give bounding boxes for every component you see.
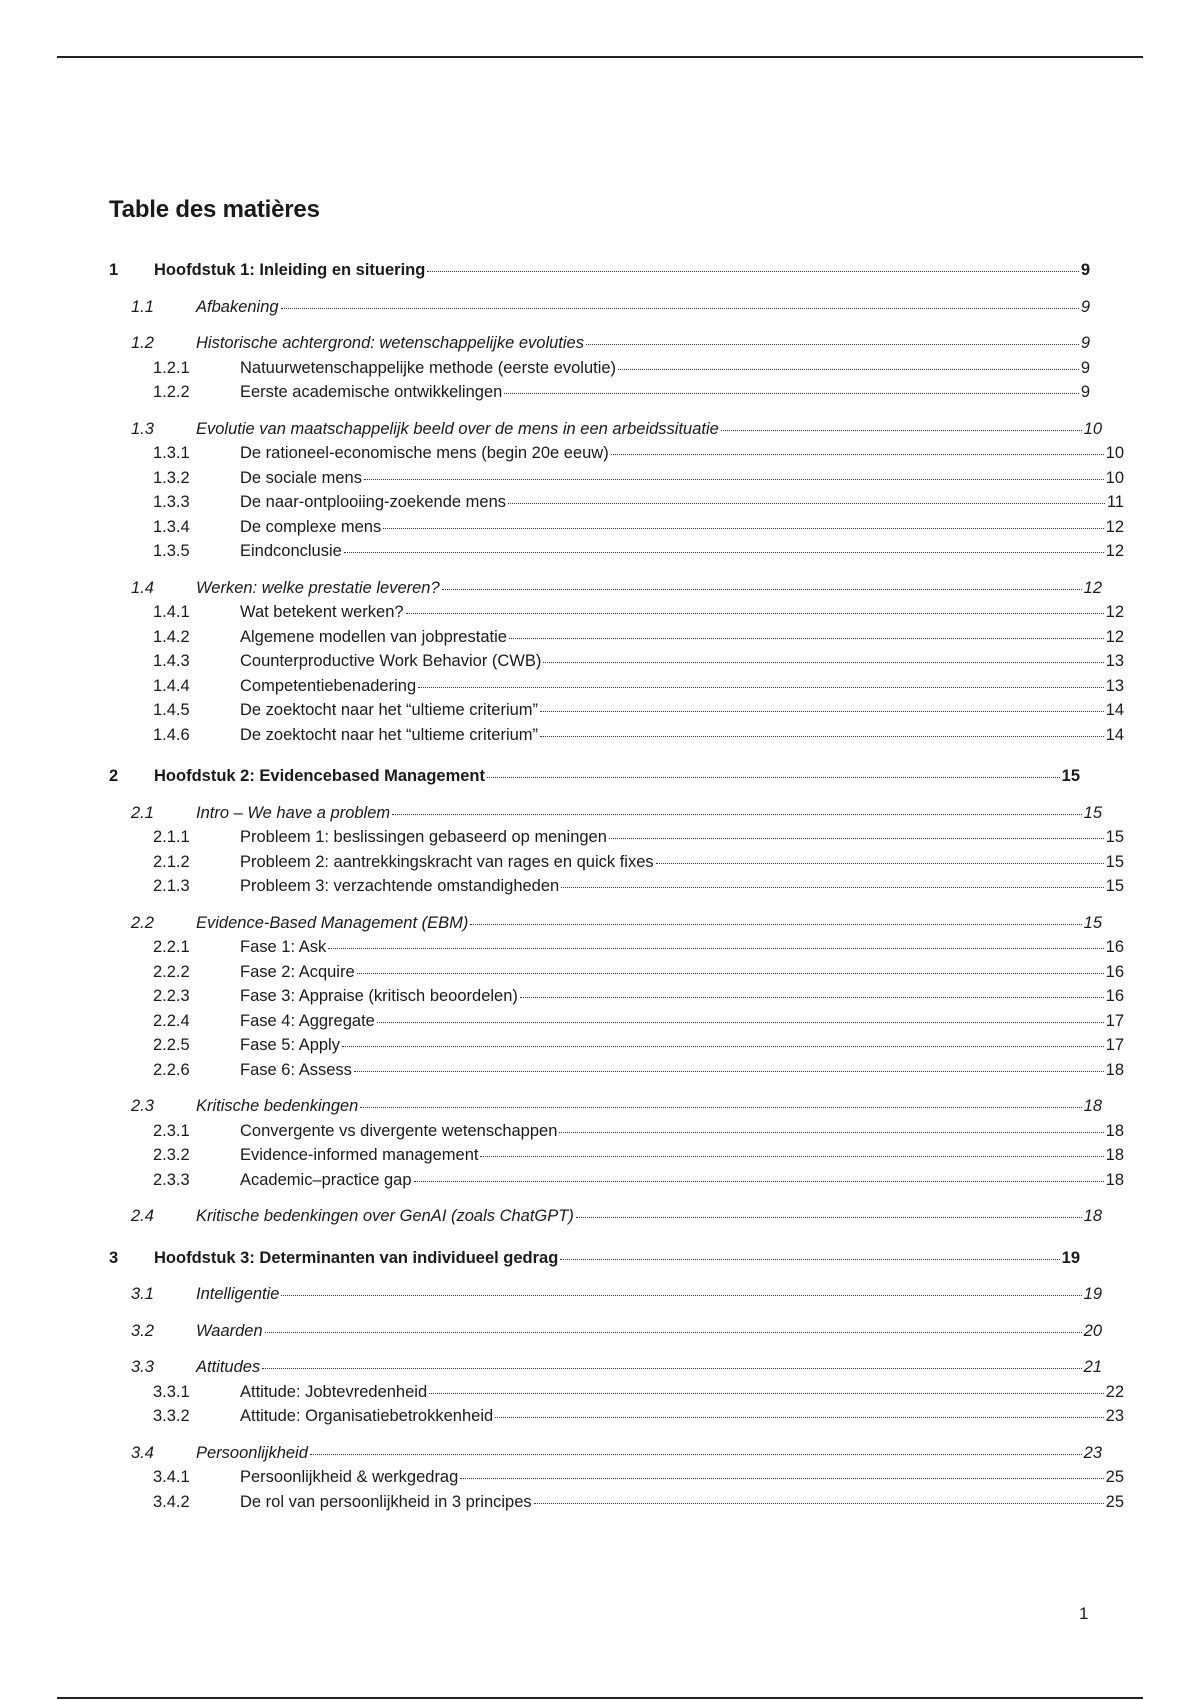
toc-entry-label: Academic–practice gap	[240, 1170, 412, 1189]
dot-leader	[520, 997, 1104, 998]
toc-entry-page: 18	[1105, 1146, 1124, 1164]
dot-leader	[357, 973, 1104, 974]
toc-entry-label: De sociale mens	[240, 468, 362, 487]
toc-entry-number: 2	[109, 767, 119, 785]
toc-entry-page: 25	[1105, 1468, 1124, 1486]
toc-entry-number: 1.4.4	[153, 676, 190, 695]
dot-leader	[561, 887, 1103, 888]
dot-leader	[540, 736, 1104, 737]
toc-entry[interactable]	[109, 258, 1090, 283]
toc-entry[interactable]	[109, 723, 1124, 748]
toc-entry-number: 2.2.3	[153, 987, 190, 1005]
toc-entry[interactable]	[109, 539, 1124, 564]
dot-leader	[560, 1259, 1059, 1260]
toc-entry-number: 1.3	[131, 419, 154, 438]
dot-leader	[429, 1393, 1104, 1394]
toc-entry[interactable]	[109, 356, 1090, 381]
toc-entry-number: 3.3.2	[153, 1407, 190, 1425]
toc-entry-number: 1.4.6	[153, 725, 190, 744]
toc-entry[interactable]	[109, 674, 1124, 699]
toc-entry-label: Eindconclusie	[240, 542, 342, 560]
dot-leader	[609, 838, 1104, 839]
toc-entry-page: 11	[1106, 493, 1124, 511]
toc-entry-page: 25	[1105, 1492, 1124, 1511]
toc-entry-label: Competentiebenadering	[240, 676, 417, 695]
toc-entry-label: De zoektocht naar het “ultieme criterium”	[240, 701, 539, 719]
dot-leader	[508, 503, 1105, 504]
toc-entry-number: 1.4.5	[153, 701, 190, 719]
dot-leader	[265, 1332, 1082, 1333]
toc-entry-page: 9	[1080, 358, 1090, 377]
toc-entry-page: 18	[1105, 1170, 1124, 1189]
dot-leader	[487, 777, 1060, 778]
dot-leader	[418, 687, 1104, 688]
toc-entry-number: 3	[109, 1248, 119, 1267]
toc-entry-number: 1.3.1	[153, 444, 190, 462]
toc-entry[interactable]	[109, 1168, 1124, 1193]
toc-entry-number: 2.3.1	[153, 1121, 190, 1140]
toc-entry-number: 2.1.2	[153, 852, 190, 871]
toc-entry[interactable]	[109, 515, 1124, 540]
toc-entry[interactable]	[109, 1380, 1124, 1405]
dot-leader	[344, 552, 1104, 553]
dot-leader	[460, 1478, 1103, 1479]
toc-entry-number: 2.1.1	[153, 828, 190, 846]
toc-entry-label: Wat betekent werken?	[240, 603, 404, 621]
toc-entry-label: Evolutie van maatschappelijk beeld over de mens in een arbeidssituatie	[196, 419, 719, 438]
toc-entry[interactable]	[109, 850, 1124, 875]
toc-entry-page: 14	[1105, 701, 1124, 719]
toc-entry-page: 15	[1083, 913, 1102, 932]
toc-entry[interactable]	[109, 417, 1102, 442]
toc-entry-number: 1.4.2	[153, 627, 190, 646]
toc-entry-page: 12	[1083, 578, 1102, 597]
toc-entry[interactable]	[109, 1058, 1124, 1083]
toc-entry-page: 9	[1080, 383, 1090, 401]
toc-entry[interactable]	[109, 984, 1124, 1009]
toc-entry-label: Persoonlijkheid	[196, 1443, 308, 1462]
toc-entry-label: Counterproductive Work Behavior (CWB)	[240, 652, 542, 670]
toc-entry[interactable]	[109, 1009, 1124, 1034]
toc-entry-label: Fase 4: Aggregate	[240, 1011, 375, 1030]
toc-entry[interactable]	[109, 441, 1124, 466]
toc-entry-number: 1.3.5	[153, 542, 190, 560]
toc-entry[interactable]	[109, 911, 1102, 936]
dot-leader	[442, 589, 1082, 590]
dot-leader	[611, 454, 1104, 455]
toc-entry-label: Algemene modellen van jobprestatie	[240, 627, 507, 646]
toc-entry[interactable]	[109, 1033, 1124, 1058]
toc-entry-number: 3.4.2	[153, 1492, 190, 1511]
toc-entry-number: 3.4.1	[153, 1468, 190, 1486]
toc-entry-label: Natuurwetenschappelijke methode (eerste evolutie)	[240, 358, 617, 377]
toc-entry[interactable]	[109, 1143, 1124, 1168]
toc-entry-label: Probleem 1: beslissingen gebaseerd op meningen	[240, 828, 607, 846]
toc-entry-page: 13	[1105, 652, 1124, 670]
dot-leader	[534, 1503, 1104, 1504]
toc-entry-number: 2.2	[131, 913, 154, 932]
dot-leader	[480, 1156, 1103, 1157]
toc-entry[interactable]	[109, 1319, 1102, 1344]
dot-leader	[618, 369, 1079, 370]
toc-entry-label: De complexe mens	[240, 517, 382, 536]
page-number: 1	[1079, 1604, 1089, 1623]
dot-leader	[427, 271, 1078, 272]
toc-entry-page: 15	[1105, 852, 1124, 871]
dot-leader	[414, 1181, 1104, 1182]
toc-entry-number: 3.3	[131, 1358, 154, 1376]
toc-entry-label: Attitudes	[196, 1358, 261, 1376]
toc-entry-page: 9	[1080, 297, 1090, 316]
dot-leader	[504, 393, 1079, 394]
toc-entry-label: Evidence-informed management	[240, 1146, 479, 1164]
toc-entry-number: 2.1	[131, 803, 154, 822]
toc-entry-page: 12	[1105, 603, 1124, 621]
dot-leader	[470, 924, 1081, 925]
toc-entry[interactable]	[109, 825, 1124, 850]
toc-entry-page: 21	[1083, 1358, 1102, 1376]
toc-entry-label: Hoofdstuk 2: Evidencebased Management	[154, 767, 485, 785]
toc-entry-page: 10	[1105, 468, 1124, 487]
toc-entry-label: Hoofdstuk 3: Determinanten van individueel gedrag	[154, 1248, 559, 1267]
dot-leader	[342, 1046, 1104, 1047]
toc-entry-label: Attitude: Organisatiebetrokkenheid	[240, 1407, 494, 1425]
toc-entry[interactable]	[109, 935, 1124, 960]
dot-leader	[559, 1132, 1103, 1133]
toc-entry-number: 2.2.1	[153, 938, 190, 956]
toc-entry[interactable]	[109, 960, 1124, 985]
toc-entry-number: 1.1	[131, 297, 154, 316]
toc-entry-label: Waarden	[196, 1321, 263, 1340]
toc-entry-page: 9	[1080, 334, 1090, 352]
toc-entry-page: 9	[1080, 261, 1090, 279]
toc-entry-number: 2.2.2	[153, 962, 190, 981]
dot-leader	[262, 1368, 1081, 1369]
toc-entry-number: 3.1	[131, 1285, 154, 1303]
toc-entry-label: Afbakening	[196, 297, 279, 316]
dot-leader	[586, 344, 1079, 345]
toc-entry-page: 23	[1105, 1407, 1124, 1425]
toc-entry-page: 17	[1105, 1011, 1124, 1030]
toc-entry-page: 12	[1105, 627, 1124, 646]
toc-entry-label: Fase 6: Assess	[240, 1060, 352, 1079]
toc-entry-label: Historische achtergrond: wetenschappelijke evoluties	[196, 334, 584, 352]
toc-entry[interactable]	[109, 1355, 1102, 1380]
table-of-contents	[109, 258, 1124, 1514]
toc-entry[interactable]	[109, 1465, 1124, 1490]
toc-entry-page: 23	[1083, 1443, 1102, 1462]
toc-entry[interactable]	[109, 576, 1102, 601]
dot-leader	[576, 1217, 1082, 1218]
toc-entry-page: 12	[1105, 517, 1124, 536]
toc-entry-label: Intelligentie	[196, 1285, 280, 1303]
toc-entry-number: 1.3.4	[153, 517, 190, 536]
toc-entry-page: 18	[1083, 1207, 1102, 1225]
dot-leader	[543, 662, 1103, 663]
toc-entry-page: 15	[1083, 803, 1102, 822]
toc-heading: Table des matières	[109, 196, 320, 223]
toc-entry-label: Convergente vs divergente wetenschappen	[240, 1121, 558, 1140]
toc-entry[interactable]	[109, 295, 1090, 320]
toc-entry[interactable]	[109, 380, 1090, 405]
toc-entry-label: Fase 2: Acquire	[240, 962, 355, 981]
toc-entry-number: 2.2.4	[153, 1011, 190, 1030]
dot-leader	[310, 1454, 1082, 1455]
toc-entry-number: 2.3.3	[153, 1170, 190, 1189]
dot-leader	[495, 1417, 1103, 1418]
toc-entry-page: 18	[1105, 1060, 1124, 1079]
dot-leader	[406, 613, 1104, 614]
toc-entry[interactable]	[109, 1441, 1102, 1466]
toc-entry-number: 1.2.1	[153, 358, 190, 377]
toc-entry[interactable]	[109, 1204, 1102, 1229]
toc-entry-number: 1.3.3	[153, 493, 190, 511]
dot-leader	[377, 1022, 1104, 1023]
toc-entry-page: 12	[1105, 542, 1124, 560]
toc-entry[interactable]	[109, 1490, 1124, 1515]
toc-entry-page: 17	[1105, 1036, 1124, 1054]
toc-entry[interactable]	[109, 625, 1124, 650]
toc-entry-label: Hoofdstuk 1: Inleiding en situering	[154, 261, 426, 279]
toc-entry[interactable]	[109, 331, 1090, 356]
toc-entry-number: 2.3	[131, 1097, 154, 1115]
toc-entry-label: Persoonlijkheid & werkgedrag	[240, 1468, 459, 1486]
toc-entry[interactable]	[109, 801, 1102, 826]
toc-entry-page: 16	[1105, 962, 1124, 981]
toc-entry-page: 10	[1105, 444, 1124, 462]
toc-entry-label: Attitude: Jobtevredenheid	[240, 1382, 428, 1401]
toc-entry-page: 19	[1061, 1248, 1080, 1267]
toc-entry-page: 18	[1083, 1097, 1102, 1115]
toc-entry-number: 1.4.3	[153, 652, 190, 670]
toc-entry-number: 3.4	[131, 1443, 154, 1462]
toc-entry[interactable]	[109, 874, 1124, 899]
toc-entry-number: 3.3.1	[153, 1382, 190, 1401]
toc-entry-page: 16	[1105, 938, 1124, 956]
toc-entry-page: 15	[1105, 877, 1124, 895]
toc-entry-number: 1	[109, 261, 119, 279]
toc-entry-page: 16	[1105, 987, 1124, 1005]
toc-entry-number: 2.1.3	[153, 877, 190, 895]
dot-leader	[281, 308, 1079, 309]
dot-leader	[721, 430, 1082, 431]
toc-entry[interactable]	[109, 1282, 1102, 1307]
toc-entry-label: Evidence-Based Management (EBM)	[196, 913, 469, 932]
toc-entry-label: Kritische bedenkingen over GenAI (zoals ChatGPT)	[196, 1207, 574, 1225]
header-rule	[57, 56, 1143, 58]
toc-entry-label: Werken: welke prestatie leveren?	[196, 578, 440, 597]
toc-entry[interactable]	[109, 466, 1124, 491]
toc-entry-label: Fase 5: Apply	[240, 1036, 340, 1054]
toc-entry-page: 10	[1083, 419, 1102, 438]
toc-entry-page: 14	[1105, 725, 1124, 744]
toc-entry-number: 2.2.5	[153, 1036, 190, 1054]
toc-entry-label: De rol van persoonlijkheid in 3 principes	[240, 1492, 532, 1511]
toc-entry[interactable]	[109, 490, 1124, 515]
toc-entry[interactable]	[109, 1119, 1124, 1144]
toc-entry[interactable]	[109, 1404, 1124, 1429]
toc-entry-number: 3.2	[131, 1321, 154, 1340]
dot-leader	[354, 1071, 1104, 1072]
toc-entry-label: Intro – We have a problem	[196, 803, 391, 822]
toc-entry-label: Probleem 2: aantrekkingskracht van rages en quick fixes	[240, 852, 654, 871]
dot-leader	[281, 1295, 1081, 1296]
toc-entry-label: De zoektocht naar het “ultieme criterium”	[240, 725, 539, 744]
toc-entry-page: 15	[1061, 767, 1080, 785]
toc-entry-number: 1.2	[131, 334, 154, 352]
toc-entry[interactable]	[109, 764, 1080, 789]
toc-entry-label: Fase 1: Ask	[240, 938, 327, 956]
toc-entry-label: Eerste academische ontwikkelingen	[240, 383, 503, 401]
toc-entry-label: De naar-ontplooiing-zoekende mens	[240, 493, 506, 511]
toc-entry-label: Kritische bedenkingen	[196, 1097, 359, 1115]
dot-leader	[328, 948, 1103, 949]
dot-leader	[509, 638, 1104, 639]
toc-entry-label: Probleem 3: verzachtende omstandigheden	[240, 877, 560, 895]
dot-leader	[540, 711, 1104, 712]
dot-leader	[364, 479, 1104, 480]
toc-entry-page: 13	[1105, 676, 1124, 695]
toc-entry-label: Fase 3: Appraise (kritisch beoordelen)	[240, 987, 518, 1005]
toc-entry-number: 1.4.1	[153, 603, 190, 621]
toc-entry-page: 22	[1105, 1382, 1124, 1401]
toc-entry-number: 2.2.6	[153, 1060, 190, 1079]
toc-entry[interactable]	[109, 1094, 1102, 1119]
toc-entry[interactable]	[109, 1246, 1080, 1271]
toc-entry-number: 1.3.2	[153, 468, 190, 487]
footer-rule	[57, 1697, 1143, 1699]
dot-leader	[656, 863, 1104, 864]
toc-entry-number: 2.4	[131, 1207, 154, 1225]
toc-entry-number: 1.4	[131, 578, 154, 597]
toc-entry-page: 19	[1083, 1285, 1102, 1303]
toc-entry-page: 20	[1083, 1321, 1102, 1340]
dot-leader	[392, 814, 1082, 815]
toc-entry-number: 2.3.2	[153, 1146, 190, 1164]
toc-entry[interactable]	[109, 698, 1124, 723]
dot-leader	[360, 1107, 1081, 1108]
toc-entry[interactable]	[109, 649, 1124, 674]
toc-entry-page: 18	[1105, 1121, 1124, 1140]
toc-entry-label: De rationeel-economische mens (begin 20e eeuw)	[240, 444, 609, 462]
toc-entry-page: 15	[1105, 828, 1124, 846]
dot-leader	[383, 528, 1103, 529]
toc-entry[interactable]	[109, 600, 1124, 625]
toc-entry-number: 1.2.2	[153, 383, 190, 401]
